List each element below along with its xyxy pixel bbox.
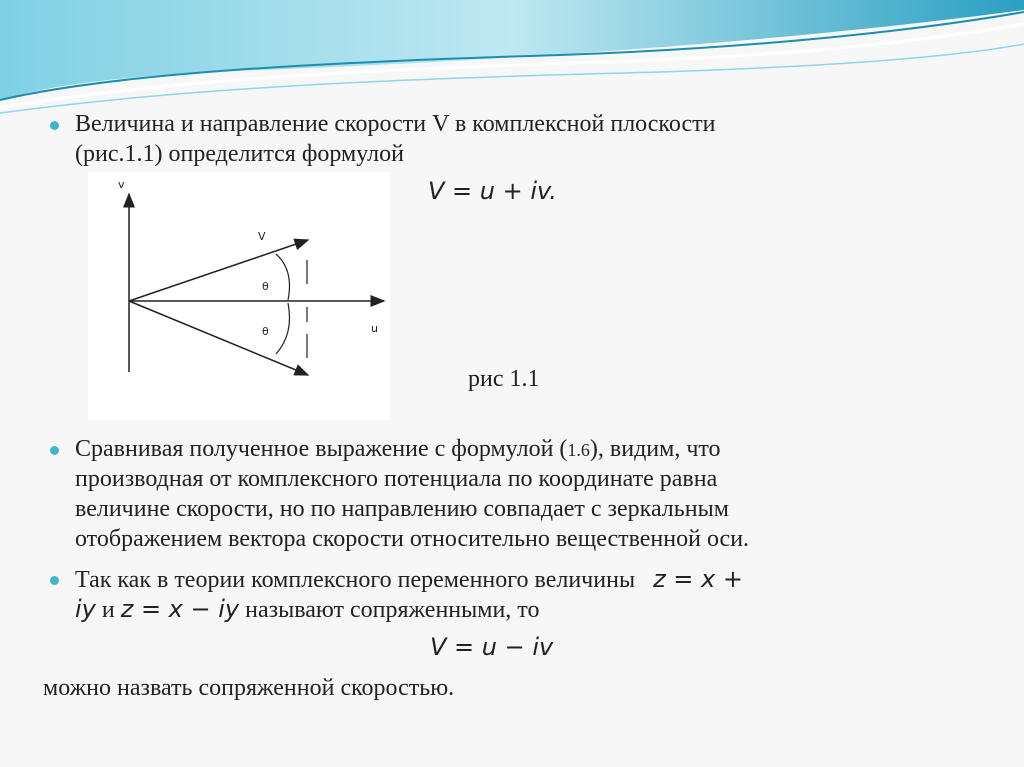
axis-v-label: v xyxy=(118,178,125,191)
figure-caption: рис 1.1 xyxy=(468,366,540,392)
bullet-marker xyxy=(50,446,59,455)
bullet1-line2: (рис.1.1) определится формулой xyxy=(75,141,404,167)
velocity-diagram xyxy=(88,172,390,420)
formula-velocity: V = u + iv. xyxy=(428,177,557,205)
angle-label-top: θ xyxy=(262,280,269,293)
bullet-marker xyxy=(50,576,59,585)
vector-label: V xyxy=(258,230,266,243)
bullet2-line4: отображением вектора скорости относительно вещественной оси. xyxy=(75,526,750,552)
bullet3-line2-tail: называют сопряженными, то xyxy=(245,597,540,623)
equation-z-continued: iy xyxy=(75,595,96,623)
header-wave-decoration xyxy=(0,0,1024,120)
bullet2-line2: производная от комплексного потенциала по координате равна xyxy=(75,466,718,492)
bullet3-line2 xyxy=(75,594,539,625)
formula-conjugate-velocity: V = u − iv xyxy=(430,633,554,661)
formula-reference: 1.6 xyxy=(567,440,590,460)
connector-and: и xyxy=(101,597,115,623)
closing-line: можно назвать сопряженной скоростью. xyxy=(43,675,455,701)
equation-z-conjugate: z = x − iy xyxy=(120,595,240,623)
bullet1-line1: Величина и направление скорости V в комплексной плоскости xyxy=(75,111,716,137)
angle-arc-top xyxy=(276,254,290,300)
axis-u-label: u xyxy=(371,322,378,335)
vector-conjugate xyxy=(129,301,308,375)
equation-z: z = x + xyxy=(653,565,743,593)
angle-label-bottom: θ xyxy=(262,325,269,338)
bullet-marker xyxy=(50,121,59,130)
angle-arc-bottom xyxy=(276,303,290,354)
bullet3-line1 xyxy=(75,564,743,595)
bullet2-line1-text-a: Сравнивая полученное выражение с формулой ( xyxy=(75,436,568,462)
vector-v xyxy=(129,240,308,301)
bullet2-line3: величине скорости, но по направлению совпадает с зеркальным xyxy=(75,496,729,522)
bullet2-line1 xyxy=(75,434,721,465)
bullet2-line1-text-b: ), видим, что xyxy=(589,436,721,462)
figure-1-1 xyxy=(88,172,390,420)
bullet3-line1-text: Так как в теории комплексного переменного величины xyxy=(75,567,636,593)
